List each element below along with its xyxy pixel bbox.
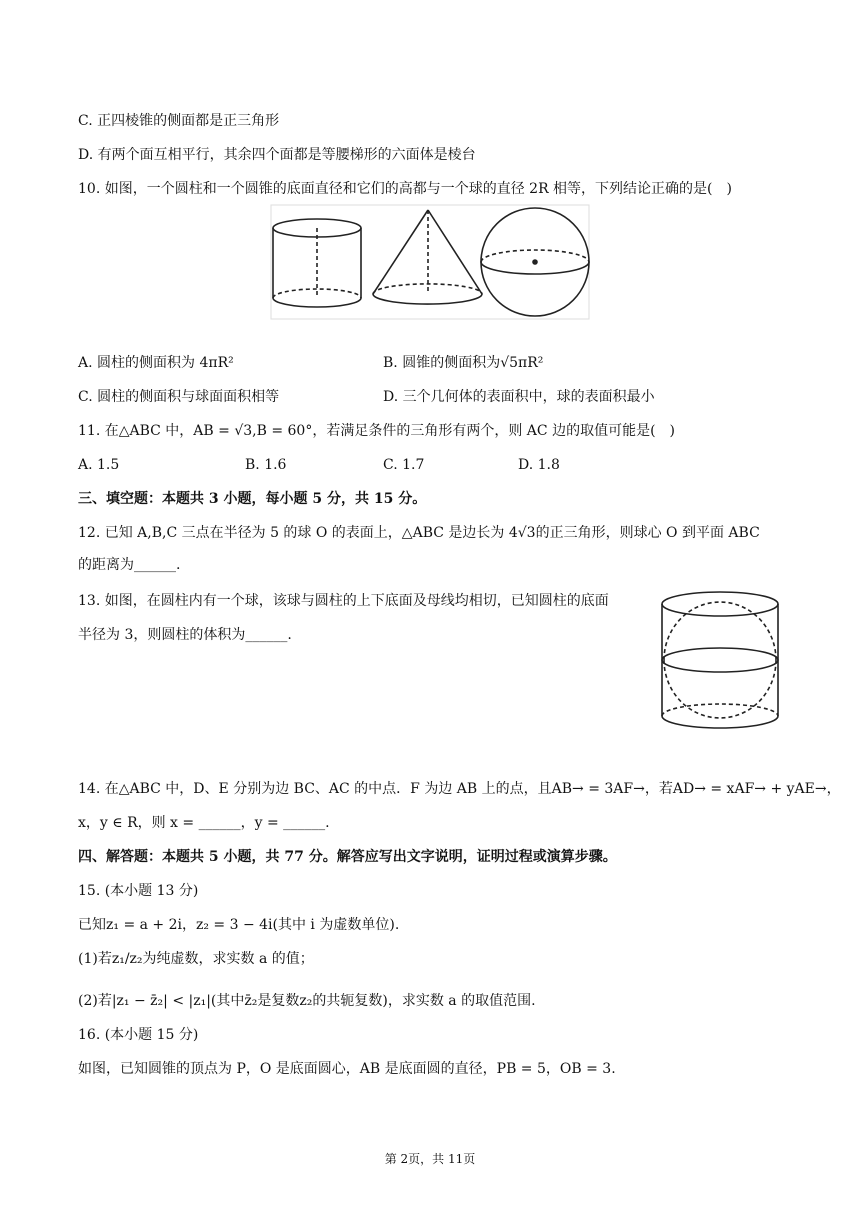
sphere-shape [481, 208, 589, 316]
cone-shape [373, 210, 482, 304]
q12-line-2: 的距离为______. [78, 557, 181, 573]
q11-option-c: C. 1.7 [383, 457, 425, 473]
section-3-heading: 三、填空题：本题共 3 小题，每小题 5 分，共 15 分。 [78, 491, 427, 507]
q14-line-2: x，y ∈ R，则 x = ______，y = ______. [78, 815, 330, 831]
q13-line-1: 13. 如图，在圆柱内有一个球，该球与圆柱的上下底面及母线均相切，已知圆柱的底面 [78, 593, 609, 609]
cylinder-shape [273, 219, 361, 307]
q11-stem: 11. 在△ABC 中，AB = √3,B = 60°，若满足条件的三角形有两个，则 AC 边的取值可能是( ) [78, 423, 675, 439]
q9-option-d: D. 有两个面互相平行，其余四个面都是等腰梯形的六面体是棱台 [78, 147, 476, 163]
q16-stem: 如图，已知圆锥的顶点为 P，O 是底面圆心，AB 是底面圆的直径，PB = 5，OB = 3. [78, 1061, 616, 1077]
q16-title: 16. (本小题 15 分) [78, 1027, 199, 1043]
q13-figure [658, 588, 782, 734]
q15-part-1: (1)若z₁/z₂为纯虚数，求实数 a 的值； [78, 951, 314, 967]
q11-option-a: A. 1.5 [78, 457, 120, 473]
q15-title: 15. (本小题 13 分) [78, 883, 199, 899]
q10-option-b: B. 圆锥的侧面积为√5πR² [383, 355, 544, 371]
q15-part-2: (2)若|z₁ − z̄₂| < |z₁|(其中z̄₂是复数z₂的共轭复数)，求实数 a 的取值范围. [78, 993, 536, 1009]
q11-option-b: B. 1.6 [245, 457, 287, 473]
page-footer: 第 2页，共 11页 [384, 1152, 476, 1166]
q10-option-c: C. 圆柱的侧面积与球面面积相等 [78, 389, 280, 405]
q9-option-c: C. 正四棱锥的侧面都是正三角形 [78, 113, 280, 129]
q10-option-d: D. 三个几何体的表面积中，球的表面积最小 [383, 389, 655, 405]
q15-given: 已知z₁ = a + 2i，z₂ = 3 − 4i(其中 i 为虚数单位). [78, 917, 400, 933]
q13-line-2: 半径为 3，则圆柱的体积为______. [78, 627, 292, 643]
q11-option-d: D. 1.8 [518, 457, 560, 473]
q10-stem: 10. 如图，一个圆柱和一个圆锥的底面直径和它们的高都与一个球的直径 2R 相等，下列结论正确的是( ) [78, 181, 732, 197]
q10-figure [270, 204, 590, 320]
q10-option-a: A. 圆柱的侧面积为 4πR² [78, 355, 234, 371]
section-4-heading: 四、解答题：本题共 5 小题，共 77 分。解答应写出文字说明，证明过程或演算步骤。 [78, 849, 617, 865]
q12-line-1: 12. 已知 A,B,C 三点在半径为 5 的球 O 的表面上，△ABC 是边长为 4√3的正三角形，则球心 O 到平面 ABC [78, 525, 760, 541]
q14-line-1: 14. 在△ABC 中，D、E 分别为边 BC、AC 的中点．F 为边 AB 上的点，且AB→ = 3AF→，若AD→ = xAF→ + yAE→， [78, 781, 841, 797]
